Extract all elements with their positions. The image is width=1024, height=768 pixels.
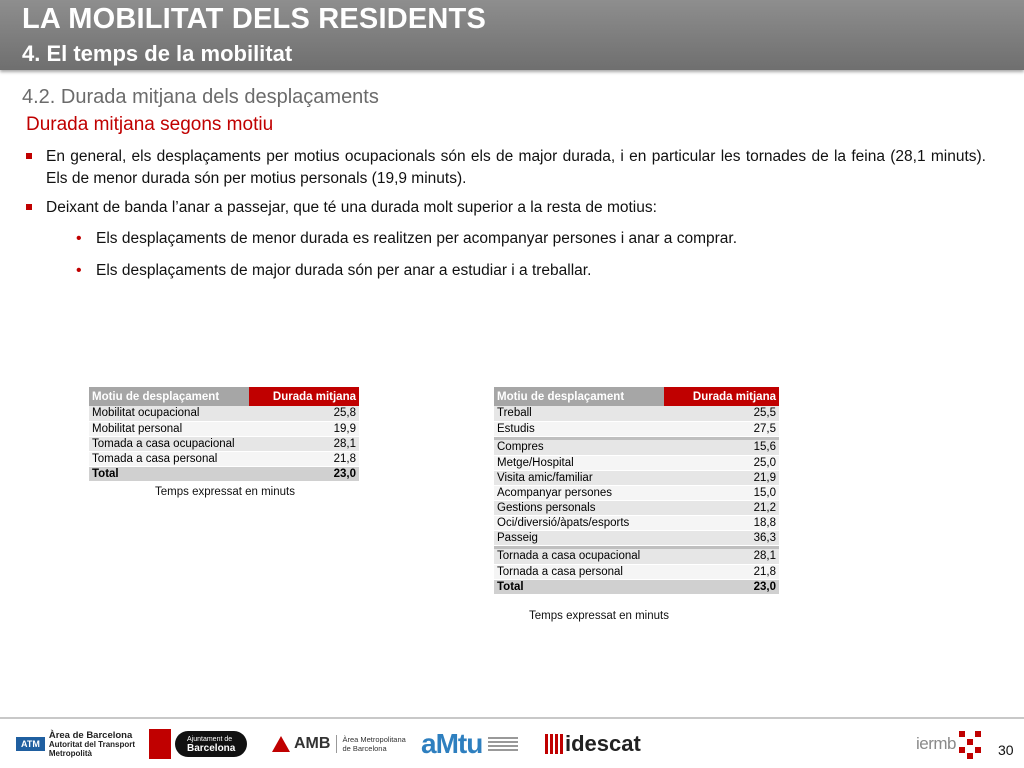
atm-line: Autoritat del Transport <box>48 739 136 749</box>
row-value: 25,8 <box>249 406 359 421</box>
row-value: 28,1 <box>249 436 359 451</box>
header-band <box>0 0 1024 70</box>
row-label: Tornada a casa ocupacional <box>494 549 664 564</box>
row-value: 36,3 <box>664 530 779 545</box>
row-label: Passeig <box>494 530 664 545</box>
table-row <box>494 470 779 485</box>
dot-bullet-icon: • <box>76 230 82 247</box>
page-number: 30 <box>998 742 1014 758</box>
iermb-logo <box>916 726 983 762</box>
table-total-row <box>89 466 359 481</box>
bullet-text: Els desplaçaments de menor durada es realitzen per acompanyar persones i anar a comprar. <box>96 230 738 247</box>
footer-divider <box>0 717 1024 719</box>
row-value: 27,5 <box>664 421 779 436</box>
atm-line: Àrea de Barcelona <box>48 729 133 741</box>
ajuntament-logo <box>149 726 247 762</box>
row-value: 21,9 <box>664 470 779 485</box>
table-row <box>89 406 359 421</box>
square-bullet-icon <box>26 153 32 159</box>
slide-title: LA MOBILITAT DELS RESIDENTS <box>22 3 487 35</box>
total-label: Total <box>89 466 249 481</box>
row-value: 15,6 <box>664 440 779 455</box>
table-row <box>494 500 779 515</box>
total-label: Total <box>494 579 664 594</box>
row-label: Mobilitat personal <box>89 421 249 436</box>
column-header: Motiu de desplaçament <box>89 387 249 406</box>
table-total-row <box>494 579 779 594</box>
row-value: 21,8 <box>664 564 779 579</box>
section-subheading: Durada mitjana segons motiu <box>26 114 274 135</box>
table-note: Temps expressat en minuts <box>155 486 295 498</box>
sub-bullet-item <box>22 260 986 282</box>
bullet-text: Els desplaçaments de major durada són per anar a estudiar i a treballar. <box>96 262 592 279</box>
column-header: Motiu de desplaçament <box>494 387 664 406</box>
summary-table <box>89 387 359 482</box>
total-value: 23,0 <box>249 466 359 481</box>
idescat-text: idescat <box>565 731 641 756</box>
atm-logo <box>16 726 135 762</box>
column-header: Durada mitjana <box>664 387 779 406</box>
table-row <box>494 515 779 530</box>
table-note: Temps expressat en minuts <box>529 610 669 622</box>
table-row <box>494 564 779 579</box>
slide-subtitle: 4. El temps de la mobilitat <box>22 41 293 66</box>
idescat-logo <box>545 726 641 762</box>
row-label: Metge/Hospital <box>494 455 664 470</box>
amtu-text: aMtu <box>421 728 483 759</box>
row-label: Oci/diversió/àpats/esports <box>494 515 664 530</box>
table-row <box>494 421 779 436</box>
bullet-text: Deixant de banda l’anar a passejar, que té una durada molt superior a la resta de motius: <box>46 199 657 216</box>
row-value: 21,2 <box>664 500 779 515</box>
detail-table <box>494 387 779 595</box>
amtu-caption <box>488 735 518 753</box>
bullet-item <box>22 197 986 219</box>
dot-bullet-icon: • <box>76 262 82 279</box>
row-value: 19,9 <box>249 421 359 436</box>
sub-bullet-item <box>22 228 986 250</box>
table-row <box>494 440 779 455</box>
table-row <box>494 455 779 470</box>
table-row <box>494 530 779 545</box>
row-value: 21,8 <box>249 451 359 466</box>
row-label: Treball <box>494 406 664 421</box>
row-label: Mobilitat ocupacional <box>89 406 249 421</box>
idescat-stripes-icon <box>545 734 563 754</box>
table-row <box>494 485 779 500</box>
row-value: 15,0 <box>664 485 779 500</box>
atm-line: Metropolità <box>48 748 92 758</box>
table-row <box>89 421 359 436</box>
section-heading: 4.2. Durada mitjana dels desplaçaments <box>22 86 379 108</box>
row-label: Estudis <box>494 421 664 436</box>
amb-text: AMB <box>294 735 331 752</box>
total-value: 23,0 <box>664 579 779 594</box>
bullet-item <box>22 146 986 190</box>
crest-icon <box>149 729 171 759</box>
row-label: Gestions personals <box>494 500 664 515</box>
row-value: 18,8 <box>664 515 779 530</box>
row-label: Tomada a casa personal <box>89 451 249 466</box>
bullet-text: En general, els desplaçaments per motius ocupacionals són els de major durada, i en particular les tornades de la feina (28,1 minuts). Els de menor durada són per motius personals (19,9 minuts). <box>46 148 986 187</box>
atm-badge: ATM <box>16 737 45 751</box>
bullet-list <box>22 146 986 292</box>
row-label: Acompanyar persones <box>494 485 664 500</box>
amb-line: Àrea Metropolitana <box>342 735 406 744</box>
row-label: Compres <box>494 440 664 455</box>
row-label: Tomada a casa ocupacional <box>89 436 249 451</box>
iermb-grid-icon <box>957 729 983 759</box>
row-label: Visita amic/familiar <box>494 470 664 485</box>
amtu-logo <box>421 726 518 762</box>
row-value: 25,0 <box>664 455 779 470</box>
iermb-text: iermb <box>916 734 957 753</box>
column-header: Durada mitjana <box>249 387 359 406</box>
ajuntament-line: Ajuntament de <box>187 736 233 743</box>
table-row <box>89 451 359 466</box>
amb-triangle-icon <box>272 736 290 752</box>
row-value: 25,5 <box>664 406 779 421</box>
table-row <box>494 549 779 564</box>
row-label: Tornada a casa personal <box>494 564 664 579</box>
row-value: 28,1 <box>664 549 779 564</box>
amb-logo <box>272 726 406 762</box>
table-row <box>89 436 359 451</box>
table-row <box>494 406 779 421</box>
square-bullet-icon <box>26 204 32 210</box>
amb-line: de Barcelona <box>342 744 387 753</box>
ajuntament-line: Barcelona <box>187 743 236 754</box>
